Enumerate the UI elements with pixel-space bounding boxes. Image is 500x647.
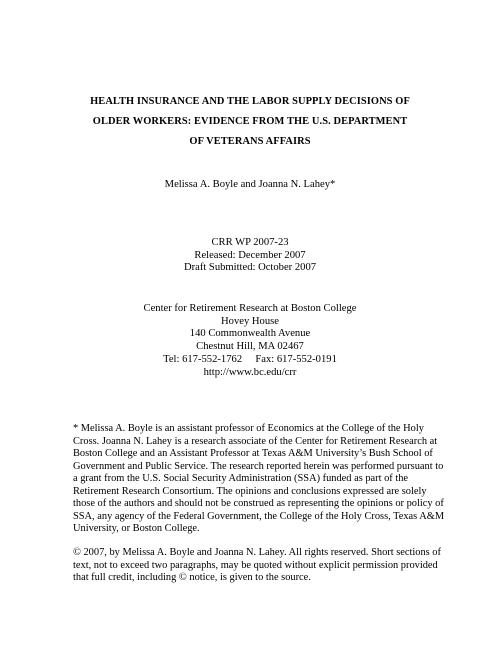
institution-address	[0, 303, 500, 379]
footnote-line: SSA, any agency of the Federal Government, the College of the Holy Cross, Texas A&M	[73, 510, 445, 522]
institution-building: Hovey House	[221, 315, 279, 327]
paper-title	[60, 92, 440, 152]
footnote-line: Cross. Joanna N. Lahey is a research associate of the Center for Retirement Research at	[73, 435, 438, 447]
footnote-line: Retirement Research Consortium. The opinions and conclusions expressed are solely	[73, 485, 427, 497]
institution-url[interactable]: http://www.bc.edu/crr	[203, 366, 297, 378]
footnote-line: Government and Public Service. The research reported herein was performed pursuant to	[73, 460, 444, 472]
title-line-2: OLDER WORKERS: EVIDENCE FROM THE U.S. DEPARTMENT	[92, 116, 408, 127]
institution-city: Chestnut Hill, MA 02467	[196, 341, 304, 353]
title-line-3: OF VETERANS AFFAIRS	[189, 136, 311, 147]
author-footnote	[73, 423, 445, 536]
footnote-line: those of the authors and should not be construed as representing the opinions or policy of	[73, 498, 444, 510]
institution-street: 140 Commonwealth Avenue	[189, 328, 311, 340]
release-date: Released: December 2007	[194, 249, 306, 261]
copyright-line: © 2007, by Melissa A. Boyle and Joanna N. Lahey. All rights reserved. Short sections of	[73, 547, 441, 558]
institution-name: Center for Retirement Research at Boston College	[143, 303, 357, 314]
institution-phone-fax: Tel: 617-552-1762 Fax: 617-552-0191	[163, 353, 337, 365]
copyright-notice	[73, 547, 441, 585]
footnote-line: University, or Boston College.	[73, 523, 200, 535]
title-line-1: HEALTH INSURANCE AND THE LABOR SUPPLY DECISIONS OF	[90, 96, 410, 107]
draft-submitted-date: Draft Submitted: October 2007	[183, 262, 317, 273]
footnote-line: * Melissa A. Boyle is an assistant professor of Economics at the College of the Holy	[73, 423, 424, 434]
footnote-line: Boston College and an Assistant Professor at Texas A&M University’s Bush School of	[73, 448, 433, 460]
copyright-line: text, not to exceed two paragraphs, may be quoted without explicit permission provided	[73, 559, 438, 571]
working-paper-number: CRR WP 2007-23	[211, 237, 289, 248]
copyright-line: that full credit, including © notice, is given to the source.	[73, 572, 311, 584]
footnote-line: a grant from the U.S. Social Security Administration (SSA) funded as part of the	[73, 473, 409, 485]
author-line: Melissa A. Boyle and Joanna N. Lahey*	[164, 179, 336, 190]
working-paper-info	[0, 237, 500, 275]
